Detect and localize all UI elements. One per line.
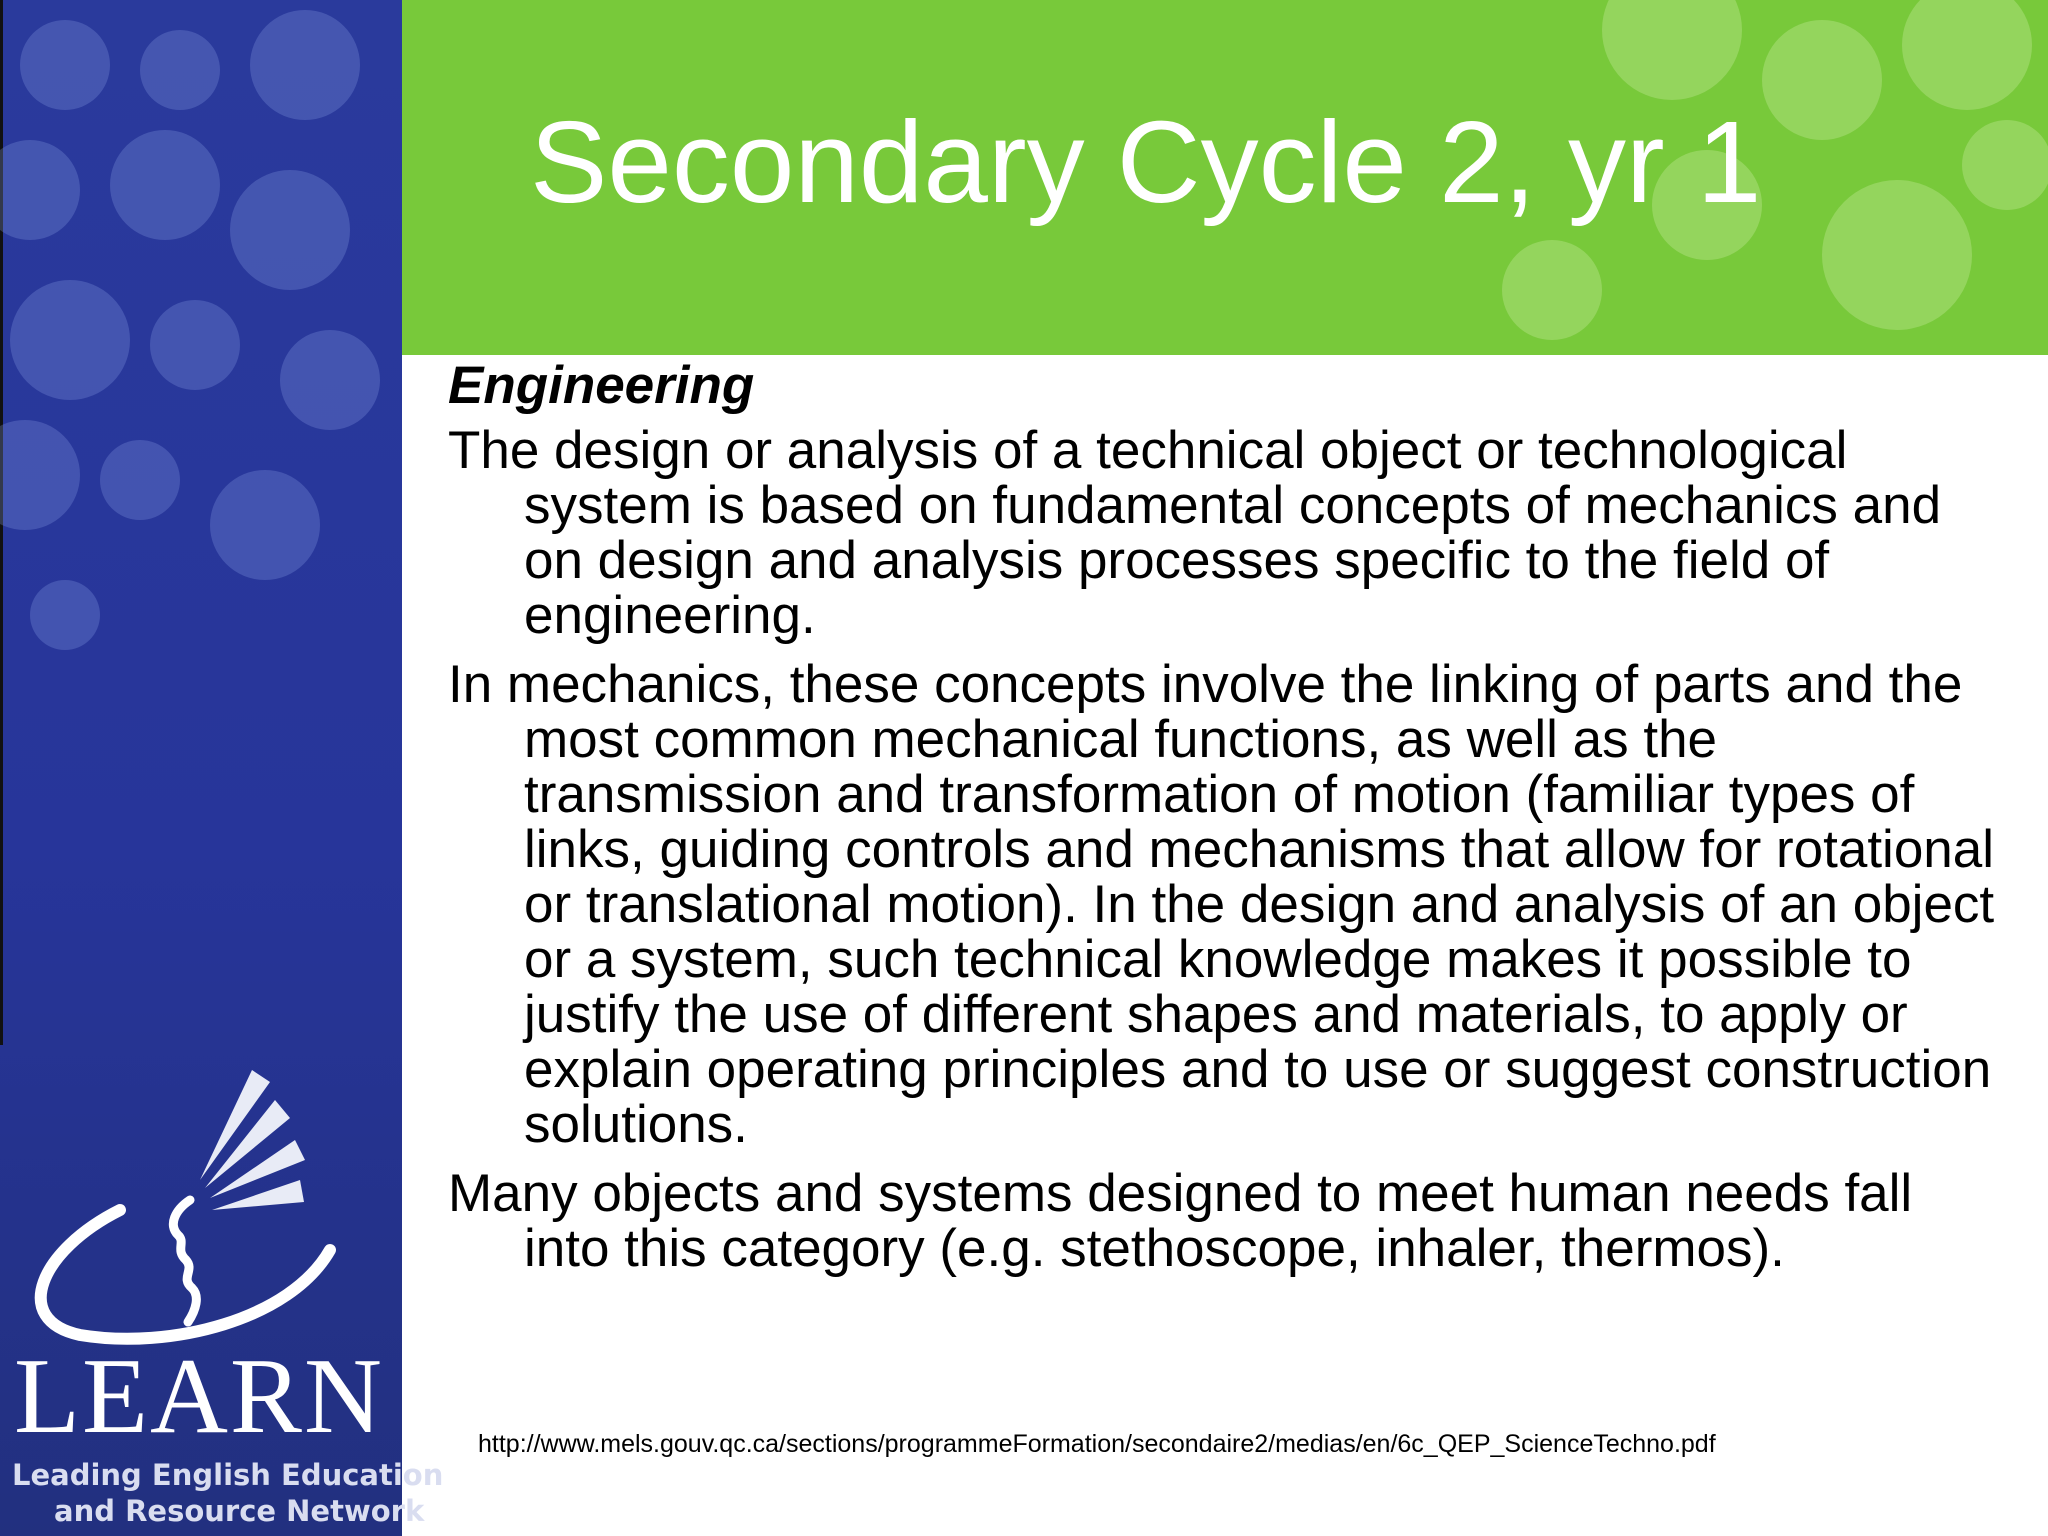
- decor-dot: [1822, 180, 1972, 330]
- decor-dot: [10, 280, 130, 400]
- decor-dot: [140, 30, 220, 110]
- decor-dot: [1502, 240, 1602, 340]
- paragraph-3: Many objects and systems designed to meet human needs fall into this category (e.g. stethoscope, inhaler, thermos).: [448, 1164, 1913, 1278]
- logo-wordmark: LEARN: [14, 1337, 384, 1456]
- decor-dot: [250, 10, 360, 120]
- decor-dot: [1902, 0, 2032, 110]
- decor-dot: [100, 440, 180, 520]
- decor-dot: [110, 130, 220, 240]
- decor-dot: [210, 470, 320, 580]
- decor-dot: [150, 300, 240, 390]
- title-banner: [402, 0, 2048, 355]
- decor-dot: [0, 140, 80, 240]
- decor-dot: [1602, 0, 1742, 100]
- learn-face-logo-icon: [0, 1060, 402, 1360]
- decor-dot: [280, 330, 380, 430]
- decor-dot: [1962, 120, 2048, 210]
- source-url: http://www.mels.gouv.qc.ca/sections/programmeFormation/secondaire2/medias/en/6c_QEP_ScienceTechno.pdf: [478, 1430, 1716, 1458]
- decor-dot: [20, 20, 110, 110]
- logo-tagline-2: and Resource Network: [54, 1494, 425, 1528]
- decor-dot: [0, 420, 80, 530]
- paragraph-2: In mechanics, these concepts involve the linking of parts and the most common mechanical functions, as well as the transmission and transformation of motion (familiar types of links, guiding controls and mechanisms that allow for rotational or translational motion). In the design and analysis of an object or a system, such technical knowledge makes it possible to justify the use of different shapes and materials, to apply or explain operating principles and to use or suggest construction solutions.: [448, 655, 1995, 1154]
- slide-body: [448, 358, 2008, 1290]
- logo-tagline-1: Leading English Education: [12, 1458, 444, 1492]
- slide-title: Secondary Cycle 2, yr 1: [530, 97, 1762, 227]
- decor-dot: [1762, 20, 1882, 140]
- decor-dot: [230, 170, 350, 290]
- decor-dot: [30, 580, 100, 650]
- section-heading: Engineering: [448, 356, 755, 415]
- paragraph-1: The design or analysis of a technical object or technological system is based on fundamental concepts of mechanics and on design and analysis processes specific to the field of engineering.: [448, 421, 1942, 645]
